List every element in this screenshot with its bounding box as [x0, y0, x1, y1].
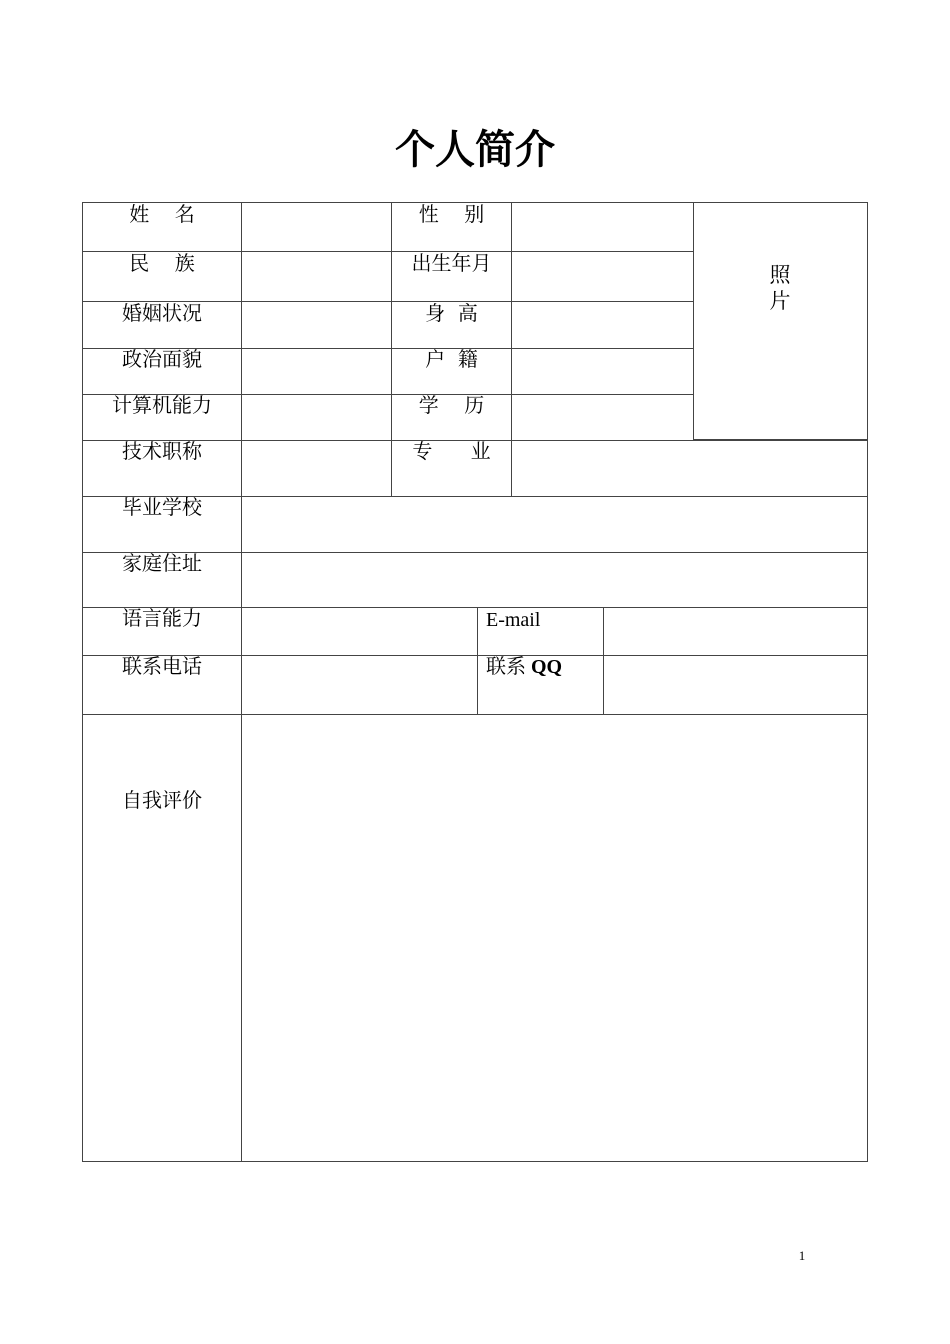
cell-political-value[interactable] — [241, 348, 392, 395]
cell-language-value[interactable] — [241, 607, 478, 656]
cell-education-value[interactable] — [511, 394, 694, 441]
label-email: E-mail — [486, 609, 541, 631]
label-hukou: 户 籍 — [425, 347, 478, 371]
cell-self-eval-label — [82, 714, 242, 1162]
cell-hukou-value[interactable] — [511, 348, 694, 395]
label-birth: 出生年月 — [411, 251, 492, 275]
label-gender: 性 别 — [418, 202, 485, 226]
label-computer: 计算机能力 — [112, 393, 212, 417]
cell-phone-value[interactable] — [241, 655, 478, 715]
label-school: 毕业学校 — [122, 495, 202, 519]
cell-gender-value[interactable] — [511, 202, 694, 252]
label-ethnicity: 民 族 — [129, 251, 195, 275]
label-major: 专 业 — [412, 439, 491, 463]
page-number: 1 — [798, 1248, 806, 1263]
cell-birth-value[interactable] — [511, 251, 694, 302]
label-self-eval: 自我评价 — [122, 788, 202, 812]
cell-name-value[interactable] — [241, 202, 392, 252]
cell-marital-value[interactable] — [241, 301, 392, 349]
photo-label-2: 片 — [769, 289, 791, 313]
label-marital: 婚姻状况 — [122, 301, 202, 325]
cell-height-value[interactable] — [511, 301, 694, 349]
label-language: 语言能力 — [122, 606, 202, 630]
label-tech-title: 技术职称 — [122, 439, 202, 463]
label-qq-suffix: QQ — [531, 656, 563, 678]
label-qq-prefix: 联系 — [486, 656, 531, 678]
label-name: 姓 名 — [129, 202, 195, 226]
cell-email-value[interactable] — [603, 607, 868, 656]
cell-address-value[interactable] — [241, 552, 868, 608]
cell-computer-value[interactable] — [241, 394, 392, 441]
cell-major-value[interactable] — [511, 440, 868, 497]
cell-school-value[interactable] — [241, 496, 868, 553]
photo-box[interactable] — [693, 202, 868, 440]
label-phone: 联系电话 — [122, 654, 202, 678]
cell-ethnicity-value[interactable] — [241, 251, 392, 302]
photo-label-1: 照 — [769, 263, 791, 287]
label-height: 身 高 — [425, 301, 478, 325]
label-address: 家庭住址 — [122, 551, 202, 575]
label-political: 政治面貌 — [122, 347, 202, 371]
label-education: 学 历 — [418, 393, 485, 417]
cell-tech-title-value[interactable] — [241, 440, 392, 497]
label-qq — [486, 654, 596, 680]
page-title: 个人简介 — [395, 126, 555, 173]
cell-qq-value[interactable] — [603, 655, 868, 715]
cell-self-eval-value[interactable] — [241, 714, 868, 1162]
